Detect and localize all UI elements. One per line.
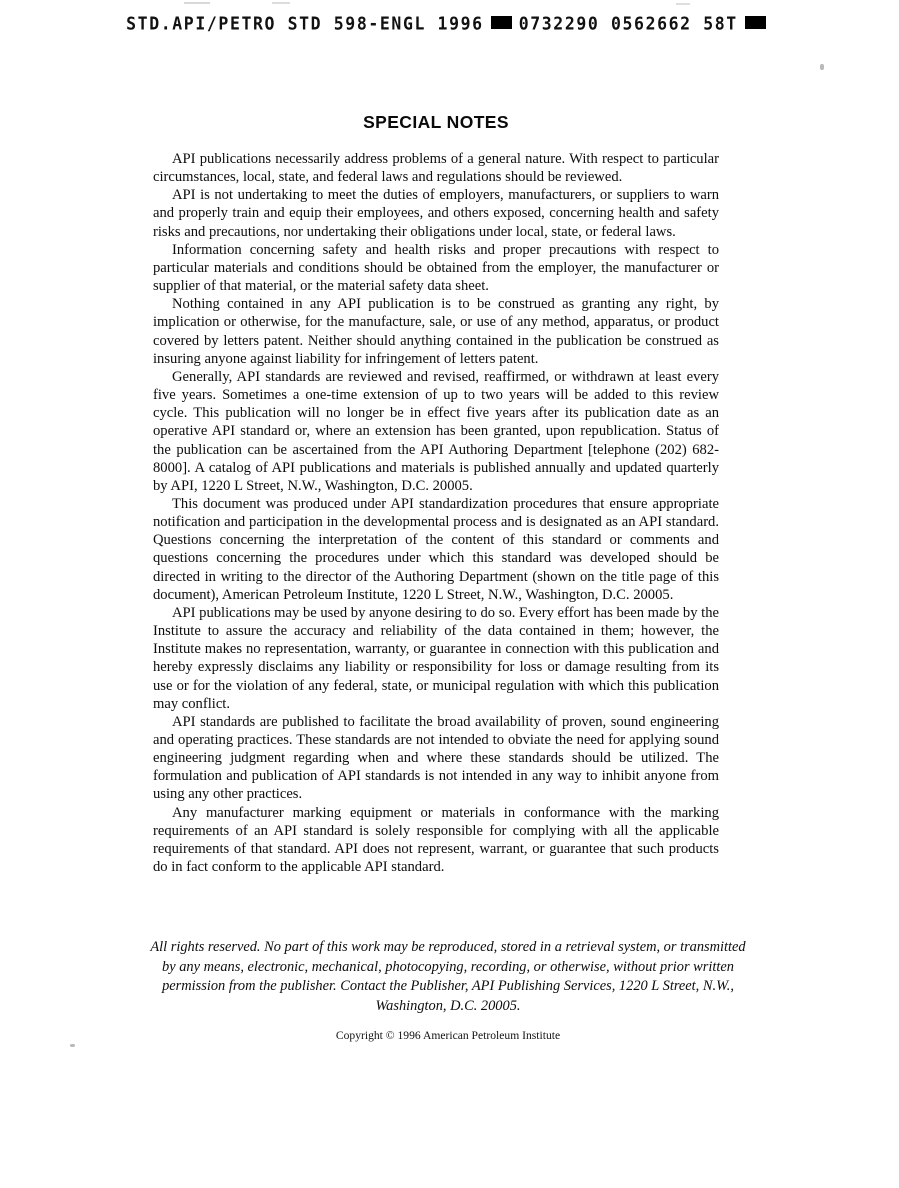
scan-artifact-speck — [184, 2, 210, 4]
scan-header-strip — [0, 10, 899, 36]
black-block-icon — [745, 16, 766, 29]
scan-artifact-speck — [272, 2, 290, 4]
page-title: SPECIAL NOTES — [363, 112, 509, 132]
body-paragraph: API standards are published to facilitate the broad availability of proven, sound engineering and operating practices. These standards are not intended to obviate the need for applying sound engineering judgment regarding when and where these standards should be utilized. The formulation and publication of API standards is not intended in any way to inhibit anyone from using any other practices. — [153, 713, 719, 803]
black-block-icon — [491, 16, 512, 29]
body-paragraph: Any manufacturer marking equipment or materials in conformance with the marking requirements of an API standard is solely responsible for complying with all the applicable requirements of that standard. API does not represent, warrant, or guarantee that such products do in fact conform to the applicable API standard. — [153, 804, 719, 876]
body-paragraph: API publications may be used by anyone desiring to do so. Every effort has been made by the Institute to assure the accuracy and reliability of the data contained in them; however, the Institute makes no representation, warranty, or guarantee in connection with this publication and hereby expressly disclaims any liability or responsibility for loss or damage resulting from its use or for the violation of any federal, state, or municipal regulation with which this publication may conflict. — [153, 604, 719, 712]
content-column — [153, 112, 719, 876]
copyright-line: Copyright © 1996 American Petroleum Institute — [335, 1029, 561, 1042]
body-paragraph: This document was produced under API standardization procedures that ensure appropriate notification and participation in the developmental process and is designated as an API standard. Questions concerning the interpretation of the content of this standard or comments and questions concerning the procedures under which this standard was developed should be directed in writing to the director of the Authoring Department (shown on the title page of this document), American Petroleum Institute, 1220 L Street, N.W., Washington, D.C. 20005. — [153, 495, 719, 603]
scan-header-standard-code: STD.API/PETRO STD 598-ENGL 1996 — [126, 13, 484, 33]
rights-reserved-block — [148, 938, 748, 1016]
body-paragraph: Generally, API standards are reviewed and revised, reaffirmed, or withdrawn at least every five years. Sometimes a one-time extension of up to two years will be added to this review cycle. This publication will no longer be in effect five years after its publication date as an operative API standard or, where an extension has been granted, upon republication. Status of the publication can be ascertained from the API Authoring Department [telephone (202) 682-8000]. A catalog of API publications and materials is published annually and updated quarterly by API, 1220 L Street, N.W., Washington, D.C. 20005. — [153, 368, 719, 494]
body-paragraph: API publications necessarily address problems of a general nature. With respect to particular circumstances, local, state, and federal laws and regulations should be reviewed. — [153, 151, 719, 186]
scan-header-barcode-number: 0732290 0562662 58T — [518, 13, 738, 33]
body-paragraph: Information concerning safety and health risks and proper precautions with respect to particular materials and conditions should be obtained from the employer, the manufacturer or supplier of that material, or the material safety data sheet. — [153, 241, 719, 295]
scan-artifact-speck — [676, 3, 690, 5]
rights-reserved-text: All rights reserved. No part of this work may be reproduced, stored in a retrieval system, or transmitted by any means, electronic, mechanical, photocopying, recording, or otherwise, without prior written permission from the publisher. Contact the Publisher, API Publishing Services, 1220 L Street, N.W., Washington, D.C. 20005. — [150, 939, 746, 1014]
body-paragraph: API is not undertaking to meet the duties of employers, manufacturers, or suppliers to warn and properly train and equip their employees, and others exposed, concerning health and safety risks and precautions, nor undertaking their obligations under local, state, or federal laws. — [153, 187, 719, 240]
body-paragraph: Nothing contained in any API publication is to be construed as granting any right, by implication or otherwise, for the manufacture, sale, or use of any method, apparatus, or product covered by letters patent. Neither should anything contained in the publication be construed as insuring anyone against liability for infringement of letters patent. — [153, 296, 719, 367]
scan-artifact-speck — [70, 1044, 75, 1047]
special-notes-body — [153, 150, 719, 876]
scan-artifact-speck — [820, 64, 824, 70]
